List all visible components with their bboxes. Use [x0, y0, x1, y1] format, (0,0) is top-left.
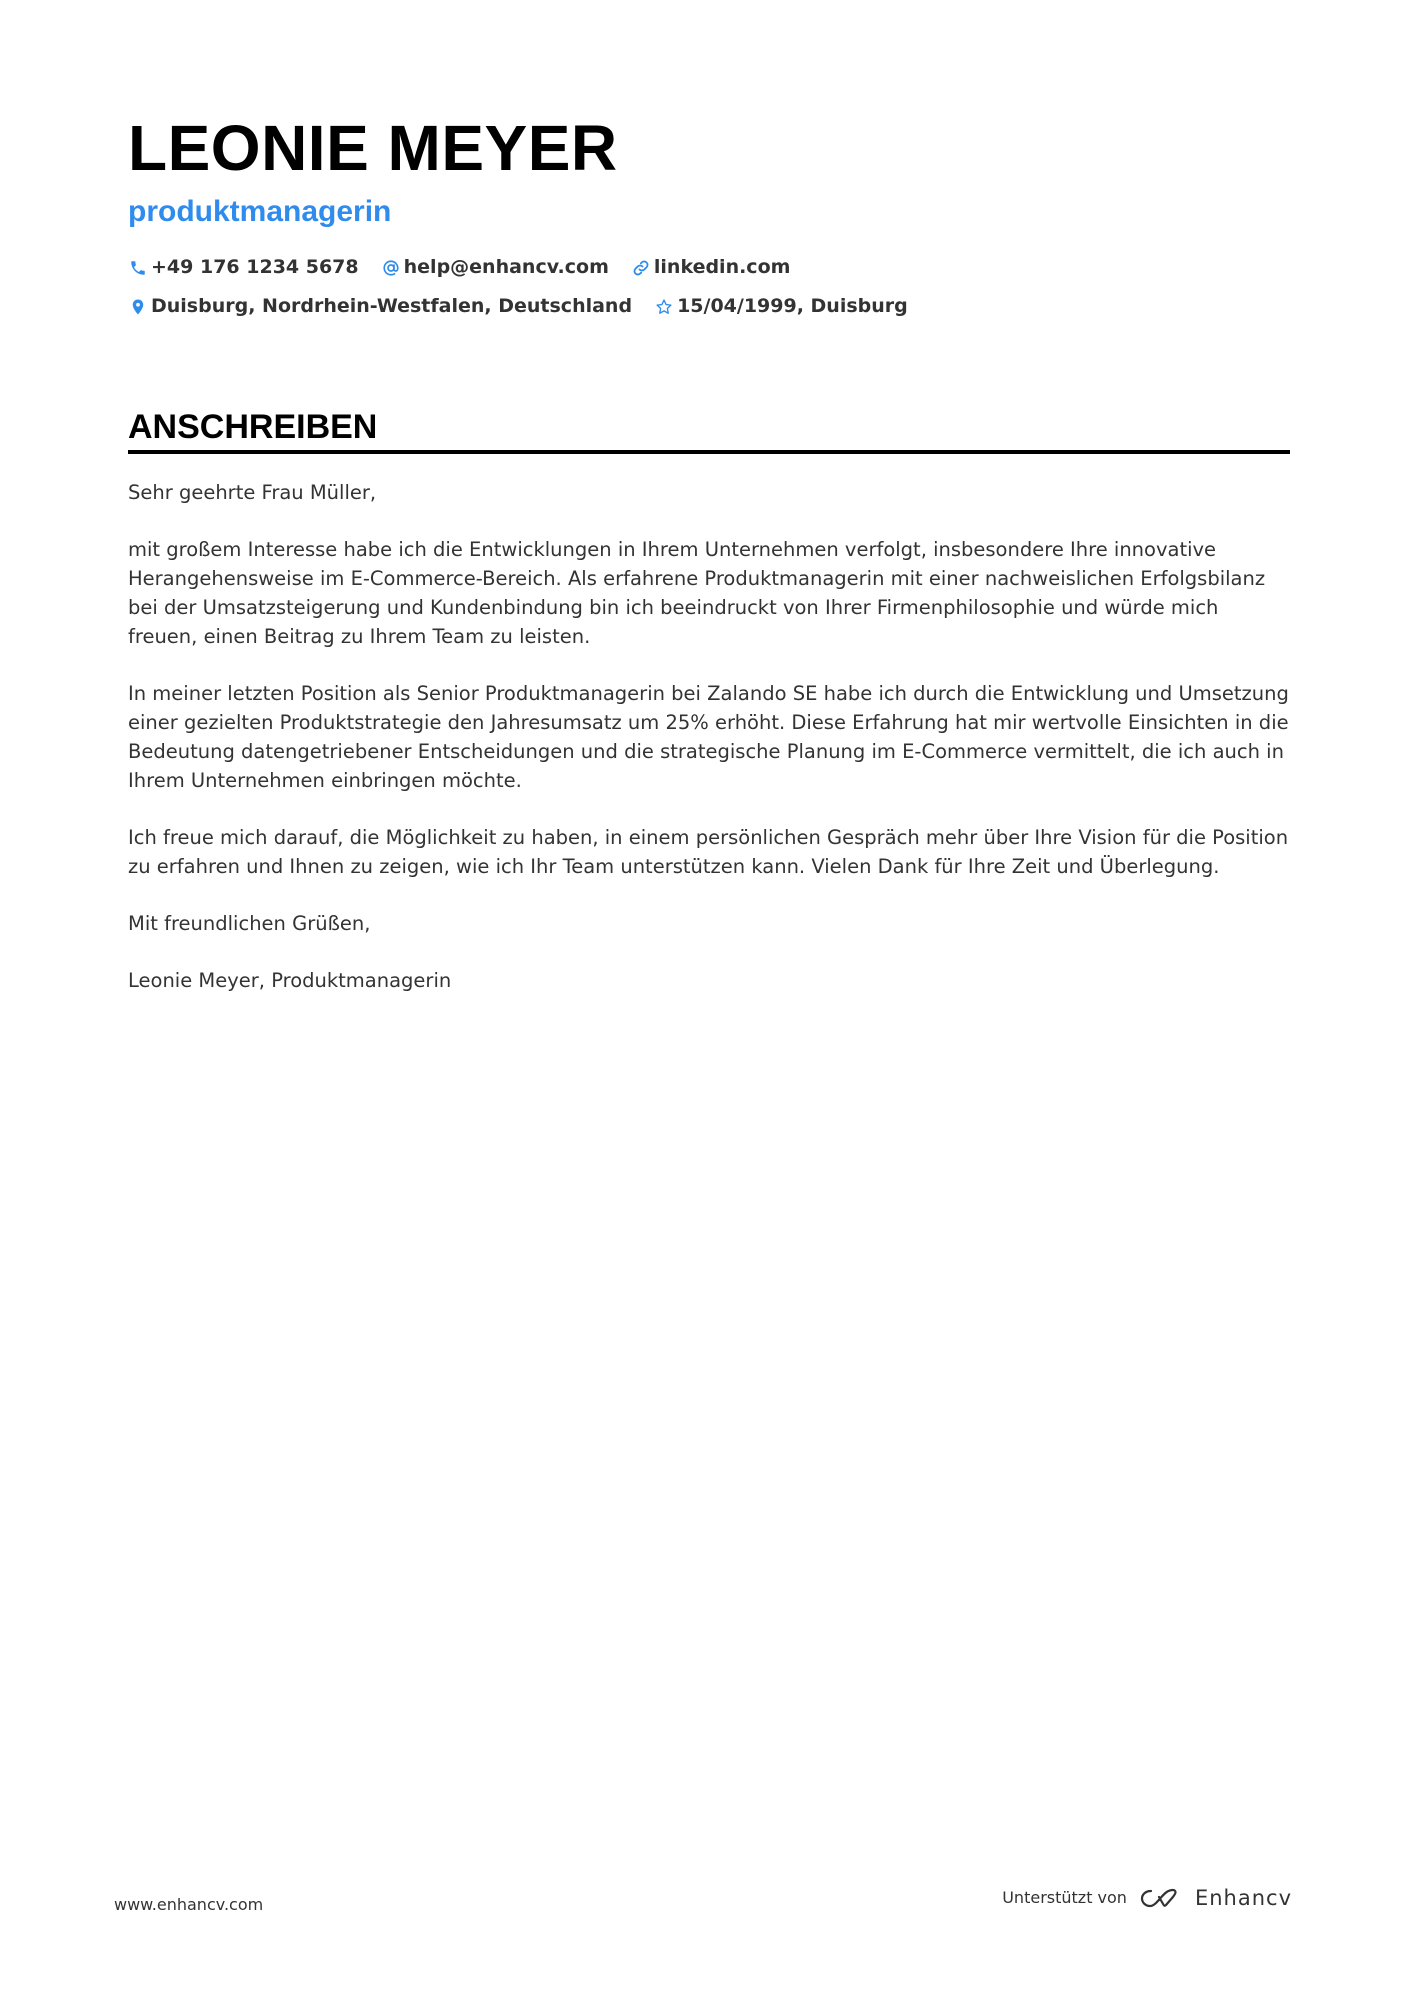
resume-header	[128, 108, 1288, 320]
enhancv-logo-icon	[1139, 1886, 1185, 1910]
contact-birth-text: 15/04/1999, Duisburg	[677, 295, 908, 317]
phone-icon	[128, 258, 148, 278]
contact-birth	[654, 293, 908, 320]
contact-phone	[128, 254, 359, 281]
link-icon	[631, 258, 651, 278]
letter-paragraph: Ich freue mich darauf, die Möglichkeit zu haben, in einem persönlichen Gespräch mehr über Ihre Vision für die Position zu erfahren und Ihnen zu zeigen, wie ich Ihr Team unterstützen kann. Vielen Dank für Ihre Zeit und Überlegung.	[128, 826, 1289, 878]
contact-list	[128, 254, 1288, 320]
contact-linkedin	[631, 254, 791, 281]
at-icon	[381, 258, 401, 278]
letter-paragraph: In meiner letzten Position als Senior Produktmanagerin bei Zalando SE habe ich durch die Entwicklung und Umsetzung einer gezielten Produktstrategie den Jahresumsatz um 25% erhöht. Diese Erfahrung hat mir wertvolle Einsichten in die Bedeutung datengetriebener Entscheidungen und die strategische Planung im E-Commerce vermittelt, die ich auch in Ihrem Unternehmen einbringen möchte.	[128, 682, 1289, 792]
footer-branding	[1002, 1886, 1292, 1910]
contact-email-text[interactable]: help@enhancv.com	[403, 256, 609, 278]
location-pin-icon	[128, 297, 148, 317]
candidate-name: LEONIE MEYER	[128, 112, 618, 184]
section-title: ANSCHREIBEN	[128, 408, 378, 446]
contact-location-text: Duisburg, Nordrhein-Westfalen, Deutschland	[151, 295, 633, 317]
enhancv-logo[interactable]	[1139, 1886, 1292, 1910]
letter-signature: Leonie Meyer, Produktmanagerin	[128, 969, 452, 992]
star-icon	[654, 297, 674, 317]
letter-salutation: Sehr geehrte Frau Müller,	[128, 481, 377, 504]
cover-letter-section	[128, 404, 1290, 1023]
powered-by-label: Unterstützt von	[1002, 1888, 1127, 1907]
brand-name: Enhancv	[1194, 1886, 1292, 1910]
contact-phone-text: +49 176 1234 5678	[151, 256, 359, 278]
section-divider	[128, 450, 1290, 454]
candidate-role: produktmanagerin	[128, 195, 392, 228]
letter-closing: Mit freundlichen Grüßen,	[128, 912, 371, 935]
letter-paragraph: mit großem Interesse habe ich die Entwicklungen in Ihrem Unternehmen verfolgt, insbesondere Ihre innovative Herangehensweise im E-Commerce-Bereich. Als erfahrene Produktmanagerin mit einer nachweislichen Erfolgsbilanz bei der Umsatzsteigerung und Kundenbindung bin ich beeindruckt von Ihrer Firmenphilosophie und würde mich freuen, einen Beitrag zu Ihrem Team zu leisten.	[128, 538, 1266, 648]
footer-website[interactable]: www.enhancv.com	[114, 1895, 264, 1914]
contact-email	[381, 254, 609, 281]
letter-body	[128, 478, 1290, 995]
contact-location	[128, 293, 632, 320]
contact-linkedin-text[interactable]: linkedin.com	[653, 256, 791, 278]
